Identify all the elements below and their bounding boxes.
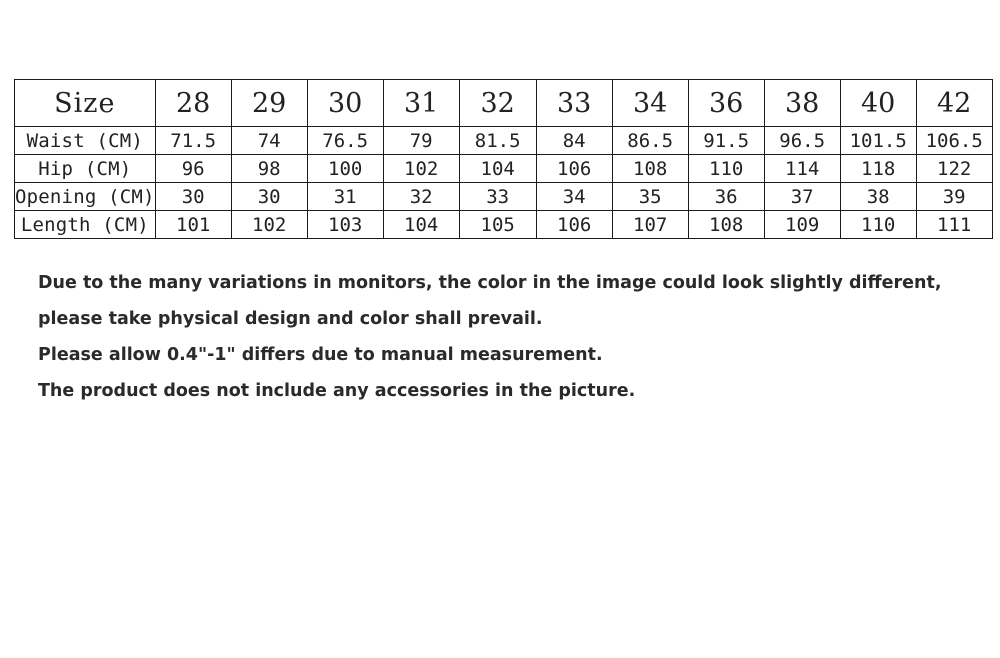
waist-row xyxy=(15,127,993,155)
opening-value: 30 xyxy=(231,183,307,211)
opening-value: 34 xyxy=(536,183,612,211)
waist-value: 91.5 xyxy=(688,127,764,155)
waist-value: 96.5 xyxy=(764,127,840,155)
size-header-label: Size xyxy=(15,80,156,127)
length-value: 107 xyxy=(612,211,688,239)
waist-value: 84 xyxy=(536,127,612,155)
size-cell: 29 xyxy=(231,80,307,127)
length-value: 110 xyxy=(840,211,916,239)
size-cell: 28 xyxy=(155,80,231,127)
length-value: 109 xyxy=(764,211,840,239)
size-cell: 32 xyxy=(459,80,536,127)
opening-value: 31 xyxy=(307,183,383,211)
length-label: Length (CM) xyxy=(15,211,156,239)
waist-label: Waist (CM) xyxy=(15,127,156,155)
size-cell: 34 xyxy=(612,80,688,127)
opening-row xyxy=(15,183,993,211)
size-cell: 33 xyxy=(536,80,612,127)
hip-label: Hip (CM) xyxy=(15,155,156,183)
waist-value: 79 xyxy=(383,127,459,155)
hip-value: 106 xyxy=(536,155,612,183)
note-accessories: The product does not include any accessories in the picture. xyxy=(38,381,636,401)
hip-value: 118 xyxy=(840,155,916,183)
opening-value: 33 xyxy=(459,183,536,211)
opening-label: Opening (CM) xyxy=(15,183,156,211)
hip-value: 108 xyxy=(612,155,688,183)
opening-value: 30 xyxy=(155,183,231,211)
hip-value: 114 xyxy=(764,155,840,183)
note-monitor-variation: Due to the many variations in monitors, the color in the image could look slightly different, xyxy=(38,273,942,293)
opening-value: 39 xyxy=(916,183,992,211)
hip-value: 100 xyxy=(307,155,383,183)
length-value: 108 xyxy=(688,211,764,239)
hip-row xyxy=(15,155,993,183)
disclaimer-notes xyxy=(38,265,988,409)
length-row xyxy=(15,211,993,239)
hip-value: 98 xyxy=(231,155,307,183)
size-cell: 40 xyxy=(840,80,916,127)
waist-value: 71.5 xyxy=(155,127,231,155)
waist-value: 101.5 xyxy=(840,127,916,155)
waist-value: 106.5 xyxy=(916,127,992,155)
hip-value: 122 xyxy=(916,155,992,183)
length-value: 102 xyxy=(231,211,307,239)
length-value: 104 xyxy=(383,211,459,239)
waist-value: 74 xyxy=(231,127,307,155)
opening-value: 32 xyxy=(383,183,459,211)
note-measurement-tolerance: Please allow 0.4"-1" differs due to manual measurement. xyxy=(38,345,603,365)
length-value: 106 xyxy=(536,211,612,239)
waist-value: 86.5 xyxy=(612,127,688,155)
opening-value: 38 xyxy=(840,183,916,211)
hip-value: 96 xyxy=(155,155,231,183)
size-cell: 38 xyxy=(764,80,840,127)
hip-value: 110 xyxy=(688,155,764,183)
hip-value: 104 xyxy=(459,155,536,183)
note-physical-design: please take physical design and color shall prevail. xyxy=(38,309,543,329)
length-value: 105 xyxy=(459,211,536,239)
size-cell: 30 xyxy=(307,80,383,127)
opening-value: 35 xyxy=(612,183,688,211)
length-value: 111 xyxy=(916,211,992,239)
size-cell: 42 xyxy=(916,80,992,127)
length-value: 101 xyxy=(155,211,231,239)
waist-value: 81.5 xyxy=(459,127,536,155)
hip-value: 102 xyxy=(383,155,459,183)
length-value: 103 xyxy=(307,211,383,239)
opening-value: 37 xyxy=(764,183,840,211)
size-header-row xyxy=(15,80,993,127)
size-chart-table xyxy=(14,79,993,239)
opening-value: 36 xyxy=(688,183,764,211)
waist-value: 76.5 xyxy=(307,127,383,155)
size-cell: 31 xyxy=(383,80,459,127)
size-cell: 36 xyxy=(688,80,764,127)
